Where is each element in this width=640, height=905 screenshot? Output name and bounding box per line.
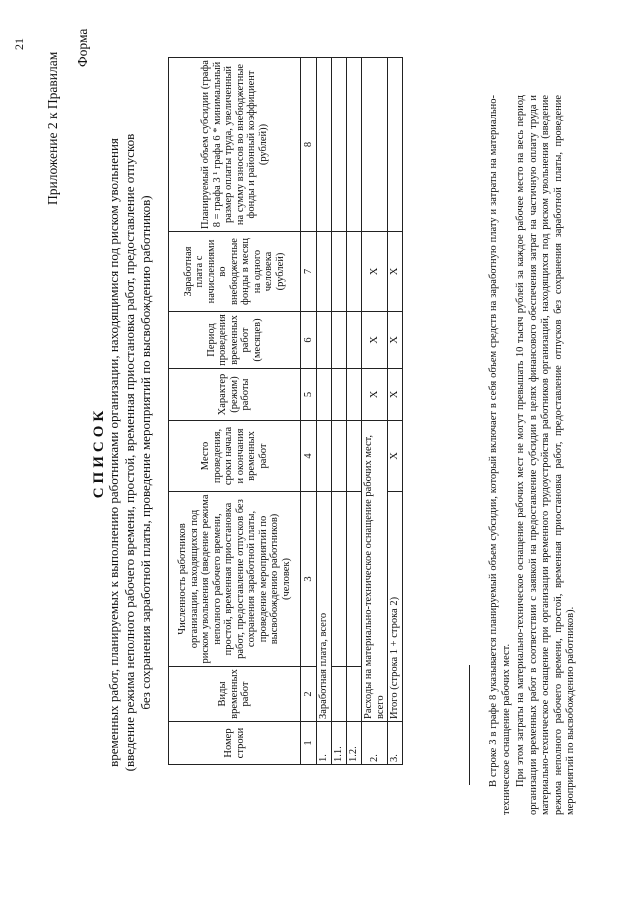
- form-label: Форма: [75, 28, 90, 67]
- table-row: [332, 58, 347, 765]
- table-header-row: [169, 58, 301, 765]
- row-label: Расходы на материально-техническое оснащение рабочих мест, всего: [362, 421, 388, 722]
- column-number: 1: [301, 722, 317, 765]
- table-cell: [347, 232, 362, 312]
- table-cell: X: [388, 421, 403, 492]
- work-list-table: [168, 57, 403, 765]
- column-number: 8: [301, 58, 317, 232]
- table-cell: X: [388, 369, 403, 421]
- footnote-divider: [469, 665, 470, 785]
- header-subsidy: Планируемый объем субсидии (графа 8 = графа 3 ¹ графа 6 * минимальный размер оплаты труда, увеличенный на сумму взносов во внебюджетные фонды и районный коэффициент (рублей)): [169, 58, 301, 232]
- header-period: Период проведения временных работ (месяцев): [169, 312, 301, 369]
- table-cell: [362, 58, 388, 232]
- row-number: 3.: [388, 722, 403, 765]
- table-row: [317, 58, 332, 765]
- appendix-reference: Приложение 2 к Правилам: [45, 51, 60, 205]
- table-cell: X: [362, 232, 388, 312]
- row-number: 2.: [362, 722, 388, 765]
- header-work-types: Виды временных работ: [169, 667, 301, 722]
- header-place-and-dates: Место проведения, сроки начала и окончания временных работ: [169, 421, 301, 492]
- table-cell: [347, 421, 362, 492]
- header-employee-count: Численность работников организации, находящихся под риском увольнения (введение режима неполного рабочего времени, простой, временная приостановка работ, предоставление отпусков без сохранения заработной платы, проведение мероприятий по высвобождению работников) (человек): [169, 492, 301, 667]
- header-work-mode: Характер (режим) работы: [169, 369, 301, 421]
- table-row: [347, 58, 362, 765]
- title-line-1: временных работ, планируемых к выполнению работниками организации, находящимися под риском увольнения: [106, 138, 121, 767]
- table-cell: [332, 312, 347, 369]
- table-row: [362, 58, 388, 765]
- row-number: 1.: [317, 722, 332, 765]
- table-cell: X: [388, 232, 403, 312]
- column-number: 6: [301, 312, 317, 369]
- column-number: 5: [301, 369, 317, 421]
- table-cell: [332, 421, 347, 492]
- column-number: 7: [301, 232, 317, 312]
- row-label: Заработная плата, всего: [317, 492, 332, 722]
- row-number: 1.1.: [332, 722, 347, 765]
- table-cell: [388, 58, 403, 232]
- row-label: Итого (строка 1 + строка 2): [388, 492, 403, 722]
- table-cell: [332, 232, 347, 312]
- table-cell: [332, 667, 347, 722]
- table-cell: [332, 58, 347, 232]
- table-cell: [317, 232, 332, 312]
- table-cell: [332, 369, 347, 421]
- table-cell: [317, 421, 332, 492]
- table-row: [388, 58, 403, 765]
- title-line-2: (введение режима неполного рабочего времени, простой, временная приостановка работ, предоставление отпусков: [122, 133, 137, 772]
- column-number: 3: [301, 492, 317, 667]
- table-cell: [317, 312, 332, 369]
- title-line-3: без сохранения заработной платы, проведение мероприятий по высвобождению работников): [138, 195, 153, 710]
- table-cell: [317, 58, 332, 232]
- table-cell: [317, 369, 332, 421]
- row-number: 1.2.: [347, 722, 362, 765]
- table-cell: [347, 312, 362, 369]
- header-salary: Заработная плата с начислениями во внебюджетные фонды в месяц на одного человека (рублей): [169, 232, 301, 312]
- column-number: 4: [301, 421, 317, 492]
- document-heading: СПИСОК: [91, 406, 107, 499]
- table-cell: [347, 369, 362, 421]
- page-number: 21: [12, 38, 26, 50]
- header-row-number: Номер строки: [169, 722, 301, 765]
- table-cell: [332, 492, 347, 667]
- table-cell: X: [388, 312, 403, 369]
- table-cell: X: [362, 312, 388, 369]
- table-cell: [347, 492, 362, 667]
- table-cell: [347, 667, 362, 722]
- footnote-2: При этом затраты на материально-техническое оснащение рабочих мест не могут превышать 10 тысяч рублей за каждое рабочее место на весь период организации временных работ в соответствии с заявкой на предоставление субсидии в целях финансового обеспечения затрат на частичную оплату труда и материально-техническое оснащение при организации временного трудоустройства работников организаций, находящихся под риском увольнения (введение режима неполного рабочего времени, простой, временная приостановка работ, предоставление отпусков без сохранения заработной платы, проведение мероприятий по высвобождению работников).: [515, 95, 576, 815]
- footnote-1: В строке 3 в графе 8 указывается планируемый объем субсидии, который включает в себя объем средств на заработную плату и затраты на материально-техническое оснащение рабочих мест.: [488, 95, 512, 815]
- table-cell: X: [362, 369, 388, 421]
- table-cell: [347, 58, 362, 232]
- column-number-row: [301, 58, 317, 765]
- column-number: 2: [301, 667, 317, 722]
